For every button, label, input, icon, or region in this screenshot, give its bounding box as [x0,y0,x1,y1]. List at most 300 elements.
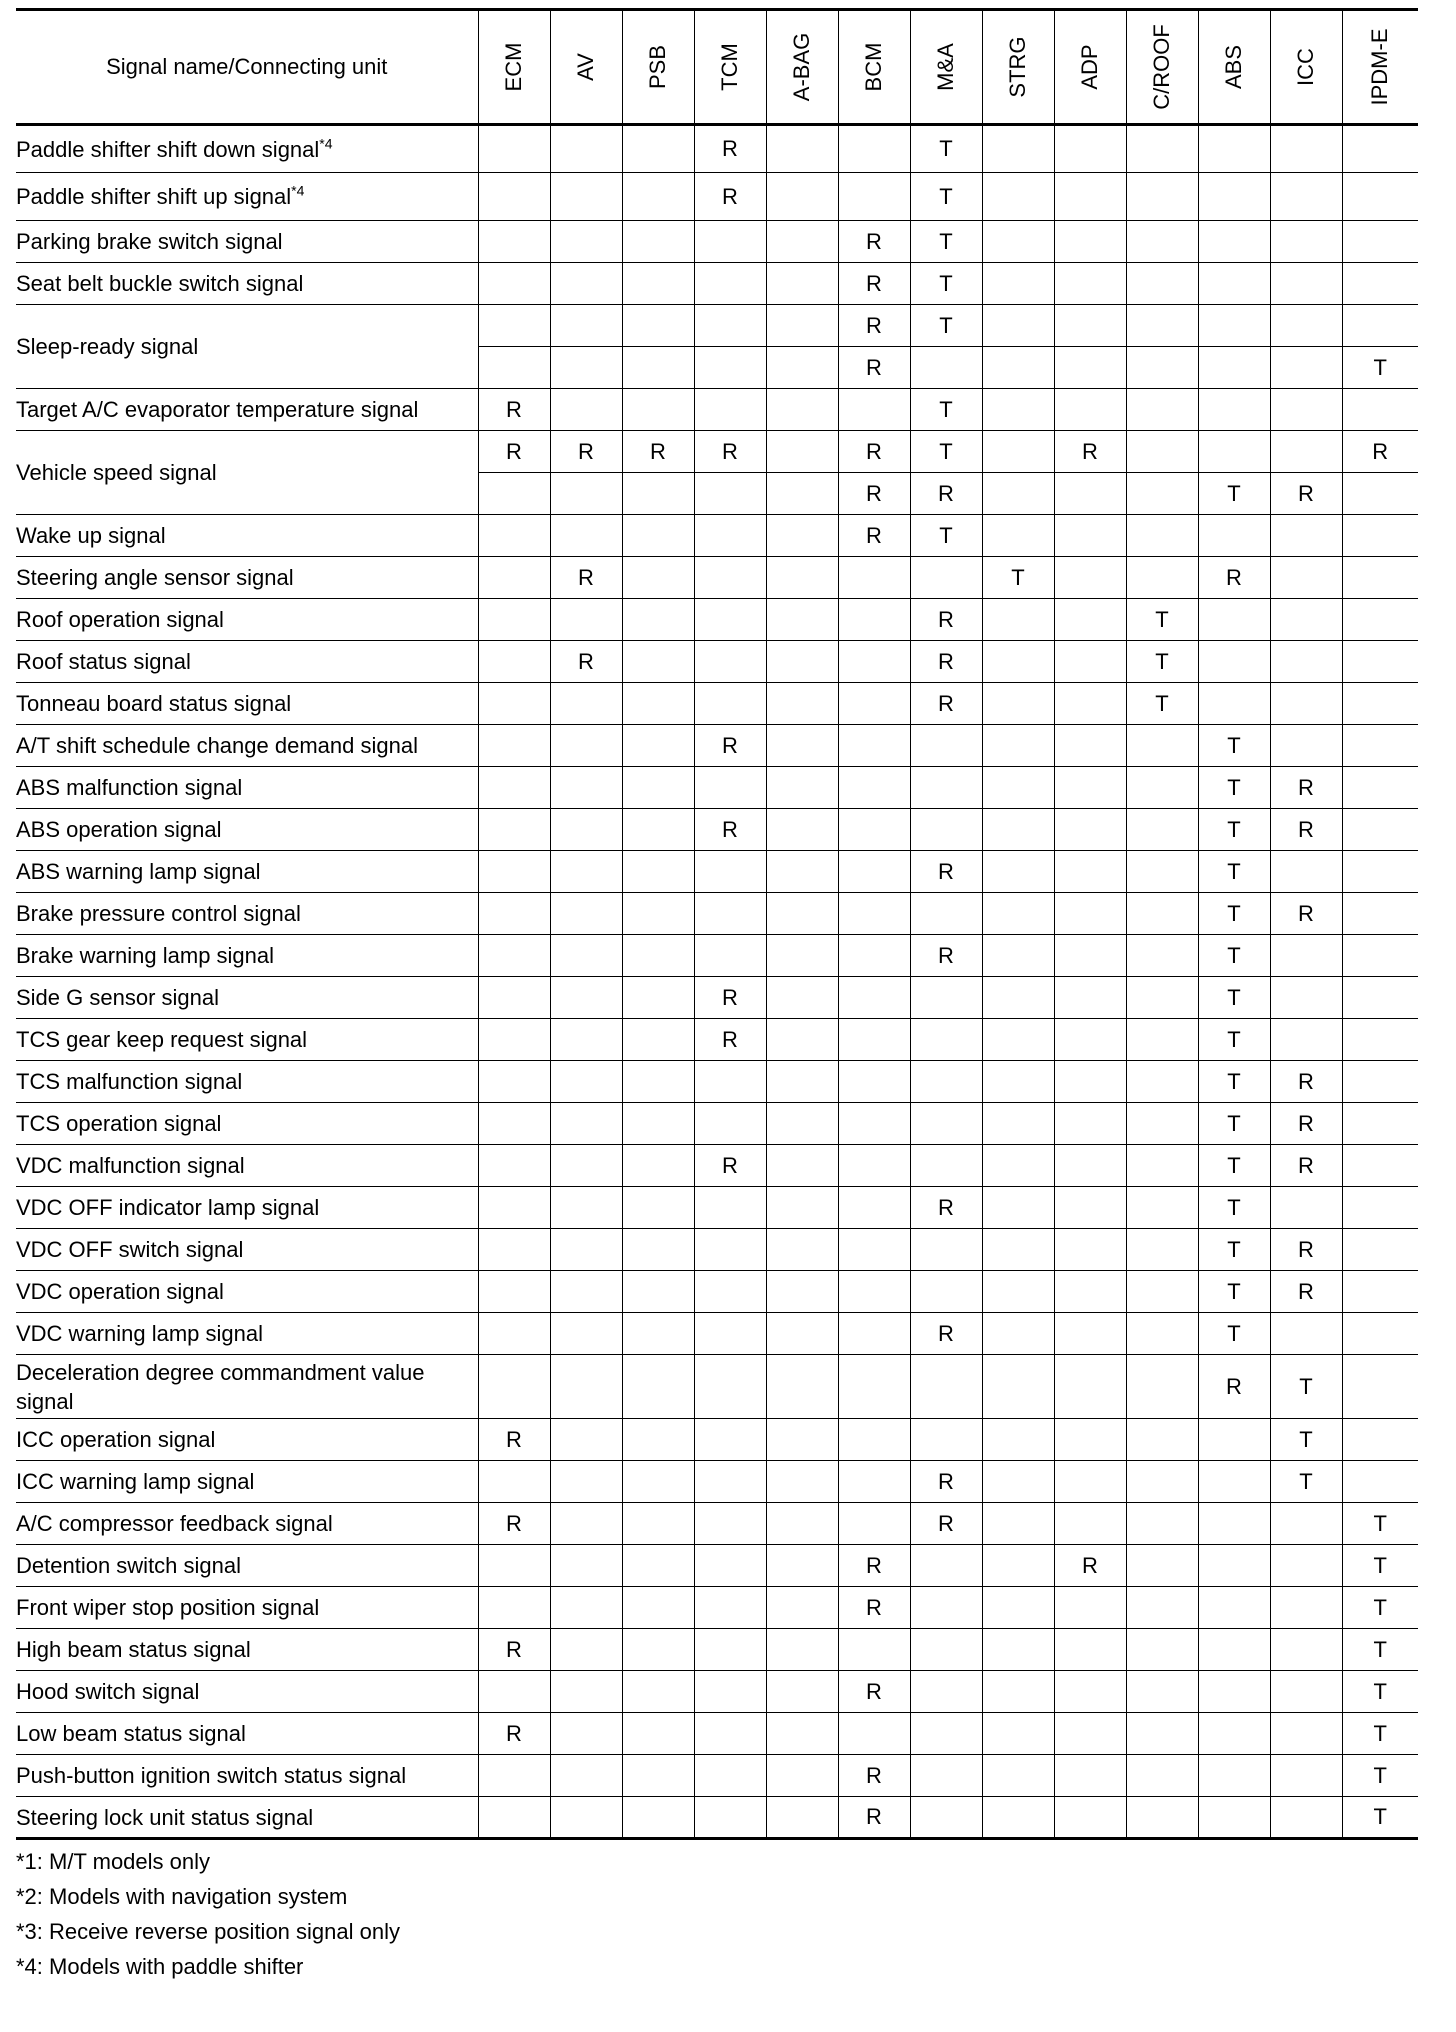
signal-cell [478,1755,550,1797]
signal-cell [1126,1313,1198,1355]
signal-cell [910,1629,982,1671]
signal-cell [694,893,766,935]
signal-cell: R [1270,1145,1342,1187]
signal-cell [694,1103,766,1145]
signal-cell [982,1103,1054,1145]
unit-label: ECM [501,42,526,92]
table-row [16,1145,1418,1187]
signal-cell [982,1419,1054,1461]
signal-name-cell [16,1461,478,1503]
signal-cell [982,1587,1054,1629]
signal-cell: R [910,599,982,641]
signal-cell [550,221,622,263]
signal-cell [982,641,1054,683]
signal-cell [1126,1145,1198,1187]
signal-cell: R [694,977,766,1019]
signal-cell [838,1187,910,1229]
signal-cell [1270,1187,1342,1229]
signal-cell [1126,305,1198,347]
signal-name-cell [16,1629,478,1671]
signal-cell [982,893,1054,935]
signal-cell: R [1270,1229,1342,1271]
table-row [16,809,1418,851]
signal-cell: T [1342,1545,1418,1587]
signal-cell: T [1342,347,1418,389]
signal-cell [1342,641,1418,683]
signal-cell [1270,1713,1342,1755]
signal-cell [910,1755,982,1797]
signal-name: VDC warning lamp signal [16,1321,263,1346]
unit-header-ma [910,10,982,125]
signal-cell [1054,641,1126,683]
signal-cell [622,263,694,305]
unit-label: M&A [933,43,958,91]
table-row [16,1545,1418,1587]
signal-name: Steering lock unit status signal [16,1804,314,1830]
signal-name-cell [16,1313,478,1355]
signal-cell [478,809,550,851]
signal-cell: T [1342,1797,1418,1839]
unit-header-tcm [694,10,766,125]
table-row [16,599,1418,641]
signal-cell [694,851,766,893]
signal-cell [1198,347,1270,389]
signal-cell [478,1587,550,1629]
signal-name-cell [16,767,478,809]
signal-cell [982,1461,1054,1503]
signal-cell: T [1198,893,1270,935]
signal-name: VDC operation signal [16,1279,224,1304]
table-row [16,935,1418,977]
signal-cell [982,1313,1054,1355]
signal-cell: R [1054,431,1126,473]
signal-cell [982,1229,1054,1271]
signal-cell [622,1061,694,1103]
signal-cell [550,1229,622,1271]
signal-cell [910,1713,982,1755]
signal-cell: R [1270,1061,1342,1103]
signal-name: VDC malfunction signal [16,1153,245,1178]
signal-name: Low beam status signal [16,1721,246,1746]
signal-cell [1054,683,1126,725]
signal-cell [838,893,910,935]
signal-cell [1054,977,1126,1019]
signal-cell [1126,1229,1198,1271]
signal-cell [1198,1461,1270,1503]
table-row [16,1629,1418,1671]
signal-connecting-unit-table [16,8,1418,1840]
signal-cell: R [622,431,694,473]
signal-cell: R [838,1797,910,1839]
signal-cell [838,1145,910,1187]
signal-cell [622,473,694,515]
signal-cell: R [838,431,910,473]
signal-cell [1054,1187,1126,1229]
signal-cell [622,221,694,263]
signal-cell [982,263,1054,305]
table-row [16,1671,1418,1713]
signal-cell [1270,557,1342,599]
signal-cell: R [910,935,982,977]
signal-cell [694,347,766,389]
unit-label: TCM [717,43,742,91]
signal-name: TCS operation signal [16,1111,222,1136]
signal-cell: R [478,389,550,431]
signal-cell [550,1545,622,1587]
signal-cell [1126,767,1198,809]
footnote: *3: Receive reverse position signal only [16,1919,400,1944]
table-row [16,1103,1418,1145]
signal-cell [550,1671,622,1713]
signal-cell [910,1587,982,1629]
signal-cell [1342,1461,1418,1503]
signal-cell [1342,1419,1418,1461]
footnotes [16,1844,1418,1984]
signal-cell [838,683,910,725]
signal-cell: T [1198,935,1270,977]
signal-cell [622,1419,694,1461]
signal-cell [766,599,838,641]
signal-cell: R [838,473,910,515]
signal-cell [1270,515,1342,557]
signal-cell [478,725,550,767]
signal-cell: T [1198,977,1270,1019]
signal-cell [910,767,982,809]
signal-cell [1054,263,1126,305]
signal-cell [1270,683,1342,725]
signal-cell [478,1355,550,1419]
signal-cell [550,935,622,977]
signal-cell [1198,173,1270,221]
signal-name: Deceleration degree commandment value signal [16,1359,425,1414]
signal-cell [982,1061,1054,1103]
signal-cell [1198,305,1270,347]
signal-cell [622,515,694,557]
signal-cell: T [910,263,982,305]
signal-name-cell [16,221,478,263]
signal-cell [910,977,982,1019]
signal-cell [1126,1103,1198,1145]
signal-cell: T [1198,1229,1270,1271]
signal-cell: T [910,305,982,347]
signal-cell: T [1198,851,1270,893]
signal-cell [550,599,622,641]
table-row [16,557,1418,599]
signal-cell [1198,1419,1270,1461]
signal-cell: R [694,809,766,851]
table-row [16,683,1418,725]
signal-cell [766,641,838,683]
signal-cell [838,767,910,809]
signal-cell [910,1229,982,1271]
signal-cell: T [910,125,982,173]
signal-cell [622,125,694,173]
signal-cell [1054,725,1126,767]
signal-cell [1054,809,1126,851]
signal-cell [1342,767,1418,809]
unit-label: C/ROOF [1149,24,1174,110]
signal-cell [478,683,550,725]
signal-name-header: Signal name/Connecting unit [16,10,478,125]
signal-name-cell [16,1713,478,1755]
signal-cell [766,515,838,557]
signal-cell: R [694,1145,766,1187]
signal-cell [838,1713,910,1755]
signal-cell [622,389,694,431]
signal-cell [1126,935,1198,977]
signal-name: Push-button ignition switch status signal [16,1763,407,1788]
signal-cell [838,1629,910,1671]
unit-header-strg [982,10,1054,125]
signal-cell [1054,1229,1126,1271]
signal-cell [622,1355,694,1419]
table-row [16,305,1418,347]
signal-cell [1270,851,1342,893]
signal-cell [838,389,910,431]
signal-cell [622,893,694,935]
signal-cell [1198,389,1270,431]
signal-cell [982,1355,1054,1419]
signal-cell [1126,1019,1198,1061]
signal-cell [1126,263,1198,305]
signal-name: Tonneau board status signal [16,691,292,716]
signal-name: ABS operation signal [16,817,222,842]
signal-name-cell [16,1587,478,1629]
signal-cell [550,1419,622,1461]
signal-cell: R [1270,473,1342,515]
signal-cell [478,347,550,389]
signal-cell [550,305,622,347]
unit-label: ABS [1221,44,1246,90]
signal-name-cell [16,977,478,1019]
signal-cell [550,809,622,851]
signal-cell [838,1103,910,1145]
signal-cell [622,347,694,389]
signal-cell [1054,1503,1126,1545]
signal-cell [550,389,622,431]
table-row [16,977,1418,1019]
signal-cell [622,1271,694,1313]
table-row [16,515,1418,557]
table-row [16,263,1418,305]
signal-cell: T [1198,725,1270,767]
signal-cell [622,305,694,347]
signal-cell [1270,977,1342,1019]
signal-cell: T [1270,1419,1342,1461]
signal-cell [766,431,838,473]
signal-cell: T [1126,683,1198,725]
signal-cell [766,557,838,599]
signal-cell [910,347,982,389]
unit-label: AV [573,53,598,81]
unit-header-croof [1126,10,1198,125]
signal-cell [1054,347,1126,389]
signal-cell: T [910,389,982,431]
signal-name: ICC warning lamp signal [16,1469,255,1494]
signal-cell [766,221,838,263]
unit-header-ecm [478,10,550,125]
signal-cell [550,893,622,935]
signal-name-cell [16,725,478,767]
signal-cell [1054,557,1126,599]
signal-cell [910,1355,982,1419]
signal-cell [766,1061,838,1103]
signal-cell [1126,1271,1198,1313]
signal-cell [982,173,1054,221]
signal-cell [1198,1797,1270,1839]
signal-cell [1054,221,1126,263]
signal-cell [1270,389,1342,431]
signal-cell [1126,125,1198,173]
signal-cell [910,1103,982,1145]
signal-cell [1342,683,1418,725]
signal-cell [1126,1061,1198,1103]
signal-cell [838,1313,910,1355]
table-row [16,641,1418,683]
signal-cell [1270,1545,1342,1587]
signal-cell [1342,1145,1418,1187]
signal-cell [622,767,694,809]
signal-cell [766,1629,838,1671]
signal-cell [910,1671,982,1713]
signal-cell [478,1461,550,1503]
signal-name: Hood switch signal [16,1679,200,1704]
signal-cell [1126,1755,1198,1797]
signal-name: ABS warning lamp signal [16,859,261,884]
signal-cell [766,935,838,977]
signal-cell: R [478,1629,550,1671]
signal-cell [838,725,910,767]
signal-cell [550,347,622,389]
signal-cell [478,935,550,977]
signal-cell: R [838,221,910,263]
signal-cell [982,305,1054,347]
signal-cell [1126,1461,1198,1503]
signal-name-cell [16,809,478,851]
signal-cell [622,1187,694,1229]
signal-name-cell [16,1019,478,1061]
signal-cell [694,263,766,305]
footnote: *2: Models with navigation system [16,1884,348,1909]
signal-name: VDC OFF switch signal [16,1237,244,1262]
signal-cell [838,977,910,1019]
signal-cell [766,1755,838,1797]
signal-cell [694,515,766,557]
signal-cell [694,1713,766,1755]
signal-cell [550,1461,622,1503]
signal-name-cell [16,1103,478,1145]
signal-cell [1126,977,1198,1019]
signal-cell [1126,1187,1198,1229]
signal-cell [838,1461,910,1503]
signal-cell [622,1755,694,1797]
signal-cell [1054,1019,1126,1061]
signal-name: Paddle shifter shift up signal [16,184,292,209]
footnote-ref: *4 [291,182,305,199]
signal-cell: R [1342,431,1418,473]
signal-table-document [16,8,1418,1984]
signal-cell [1342,725,1418,767]
unit-header-bcm [838,10,910,125]
signal-cell: T [1342,1713,1418,1755]
signal-cell [766,263,838,305]
signal-cell [550,1797,622,1839]
signal-cell: T [910,431,982,473]
signal-cell [1198,431,1270,473]
signal-cell [694,389,766,431]
signal-cell [622,1545,694,1587]
signal-cell [982,515,1054,557]
signal-cell [766,767,838,809]
signal-cell [910,1019,982,1061]
signal-cell [1054,935,1126,977]
signal-cell [1126,1503,1198,1545]
signal-cell [1054,599,1126,641]
signal-cell [694,1503,766,1545]
signal-cell [622,851,694,893]
signal-name-cell [16,1419,478,1461]
signal-cell: R [910,1503,982,1545]
signal-cell [982,1019,1054,1061]
signal-cell [1198,263,1270,305]
signal-cell [838,1229,910,1271]
signal-name: A/T shift schedule change demand signal [16,733,418,758]
signal-cell: T [1342,1587,1418,1629]
signal-cell [1198,515,1270,557]
table-row [16,1713,1418,1755]
signal-name: Side G sensor signal [16,985,219,1010]
signal-cell [1126,1355,1198,1419]
signal-cell [1126,1713,1198,1755]
signal-cell [550,1145,622,1187]
signal-cell [1270,305,1342,347]
signal-cell [982,767,1054,809]
table-row [16,1061,1418,1103]
signal-cell [1054,1461,1126,1503]
signal-cell [1342,305,1418,347]
signal-cell: R [1054,1545,1126,1587]
signal-cell [982,1145,1054,1187]
signal-name-cell [16,125,478,173]
signal-cell [1126,1671,1198,1713]
signal-name: Wake up signal [16,523,166,548]
signal-cell [1342,515,1418,557]
signal-cell [766,1671,838,1713]
signal-cell [1342,851,1418,893]
signal-cell [622,641,694,683]
signal-cell [550,1587,622,1629]
table-row [16,1229,1418,1271]
signal-cell [550,767,622,809]
signal-cell [694,641,766,683]
signal-cell [910,893,982,935]
signal-cell: R [1270,767,1342,809]
signal-cell: T [1126,599,1198,641]
signal-cell [910,1271,982,1313]
signal-cell: T [1198,1061,1270,1103]
signal-cell [1342,599,1418,641]
footnote-ref: *4 [319,135,333,152]
signal-name: Roof operation signal [16,607,224,632]
signal-cell: T [1198,1103,1270,1145]
signal-cell: R [694,173,766,221]
signal-cell [1054,1713,1126,1755]
footnote: *4: Models with paddle shifter [16,1954,304,1979]
signal-cell [1270,1587,1342,1629]
signal-cell [1342,809,1418,851]
signal-cell: R [550,431,622,473]
signal-cell [1126,725,1198,767]
